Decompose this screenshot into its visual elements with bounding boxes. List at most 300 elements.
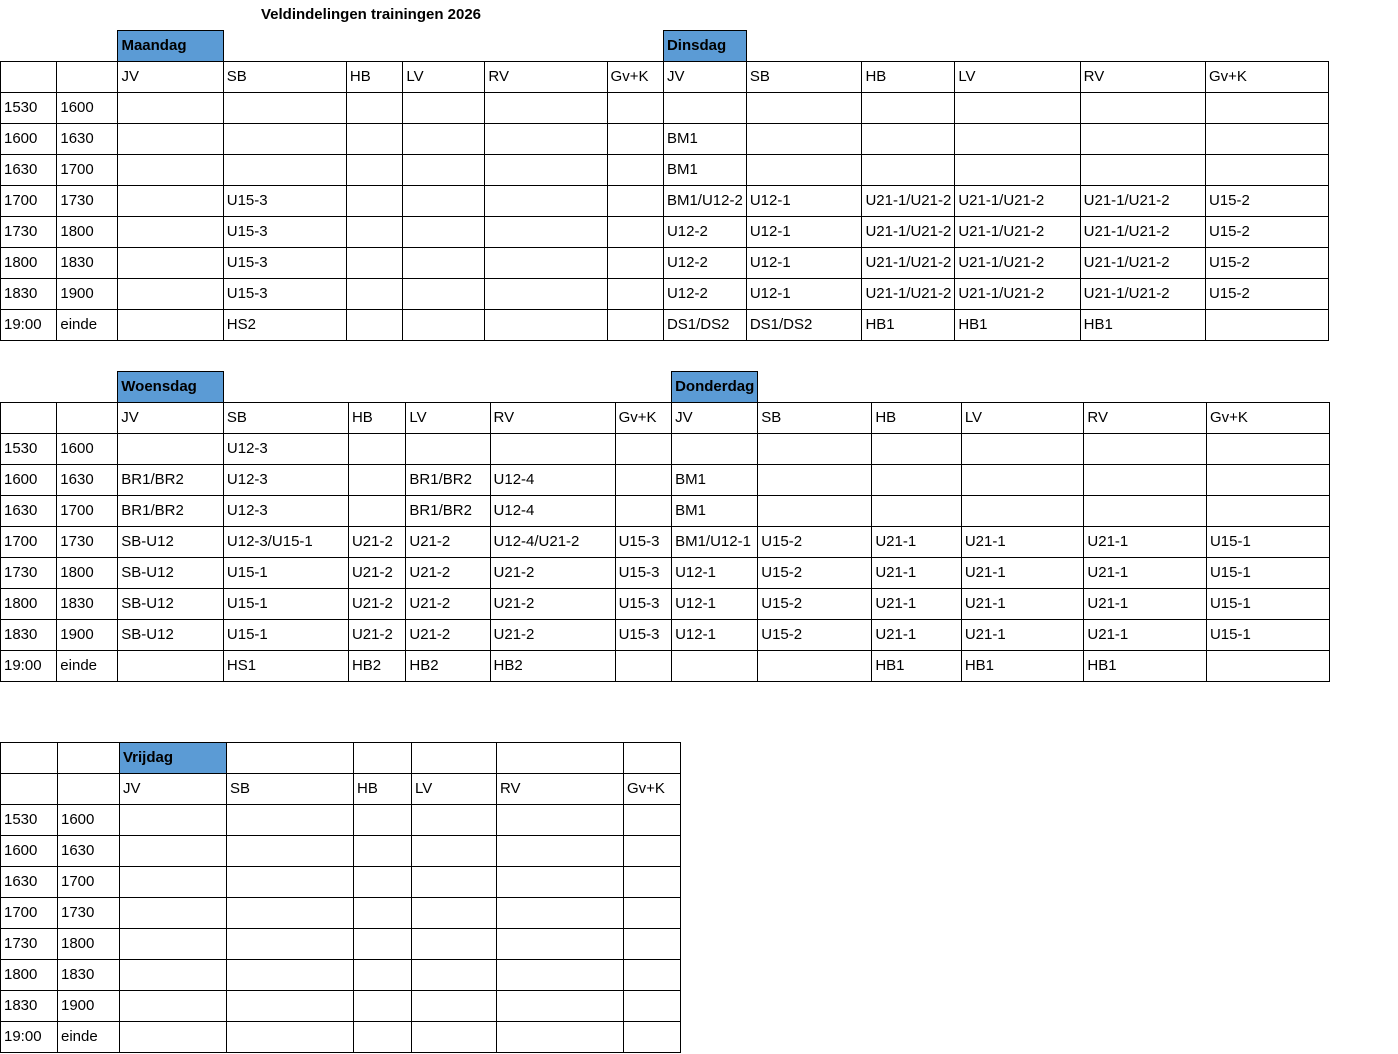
cell-donderdag-lv[interactable]	[961, 496, 1084, 527]
cell-vrijdag-jv[interactable]	[120, 836, 227, 867]
cell-dinsdag-jv[interactable]: BM1	[663, 155, 746, 186]
cell-donderdag-jv[interactable]	[672, 651, 758, 682]
cell-dinsdag-gvk[interactable]	[1205, 310, 1328, 341]
time-end: einde	[57, 651, 118, 682]
cell-woensdag-rv[interactable]: U12-4/U21-2	[490, 527, 615, 558]
cell-vrijdag-lv[interactable]	[412, 867, 497, 898]
cell-dinsdag-hb[interactable]: U21-1/U21-2	[862, 279, 955, 310]
cell-woensdag-gvk[interactable]	[615, 434, 671, 465]
field-header-donderdag-jv: JV	[672, 403, 758, 434]
cell-donderdag-rv[interactable]: U21-1	[1084, 620, 1207, 651]
cell-donderdag-sb[interactable]	[758, 651, 872, 682]
cell-donderdag-rv[interactable]: U21-1	[1084, 558, 1207, 589]
cell-donderdag-rv[interactable]: U21-1	[1084, 527, 1207, 558]
cell-maandag-jv[interactable]	[118, 124, 223, 155]
spacer	[1329, 310, 1398, 341]
cell-dinsdag-hb[interactable]: U21-1/U21-2	[862, 186, 955, 217]
cell-donderdag-rv[interactable]	[1084, 465, 1207, 496]
cell-woensdag-rv[interactable]: HB2	[490, 651, 615, 682]
cell-maandag-gvk[interactable]	[607, 310, 663, 341]
day-header-row	[1, 372, 1398, 403]
cell-maandag-lv[interactable]	[403, 248, 485, 279]
cell-vrijdag-jv[interactable]	[120, 929, 227, 960]
cell-vrijdag-hb[interactable]	[354, 960, 412, 991]
cell-woensdag-jv[interactable]: BR1/BR2	[118, 465, 224, 496]
cell-vrijdag-lv[interactable]	[412, 805, 497, 836]
cell-woensdag-rv[interactable]: U12-4	[490, 496, 615, 527]
cell-vrijdag-rv[interactable]	[497, 991, 624, 1022]
cell-maandag-jv[interactable]	[118, 310, 223, 341]
cell-woensdag-rv[interactable]: U21-2	[490, 558, 615, 589]
spacer	[1329, 651, 1397, 682]
cell-maandag-jv[interactable]	[118, 217, 223, 248]
cell-vrijdag-sb[interactable]	[227, 867, 354, 898]
cell-maandag-hb[interactable]	[346, 248, 403, 279]
cell-maandag-lv[interactable]	[403, 217, 485, 248]
cell-dinsdag-lv[interactable]: U21-1/U21-2	[955, 186, 1080, 217]
cell-vrijdag-gvk[interactable]	[624, 960, 681, 991]
cell-vrijdag-lv[interactable]	[412, 836, 497, 867]
cell-dinsdag-rv[interactable]: HB1	[1080, 310, 1205, 341]
cell-woensdag-lv[interactable]: HB2	[406, 651, 490, 682]
cell-maandag-lv[interactable]	[403, 310, 485, 341]
cell-maandag-rv[interactable]	[485, 310, 607, 341]
cell-vrijdag-hb[interactable]	[354, 1022, 412, 1053]
field-header-dinsdag-hb: HB	[862, 62, 955, 93]
cell-dinsdag-hb[interactable]: U21-1/U21-2	[862, 217, 955, 248]
cell-maandag-jv[interactable]	[118, 93, 223, 124]
cell-donderdag-gvk[interactable]: U15-1	[1206, 558, 1329, 589]
spacer	[1329, 434, 1397, 465]
cell-donderdag-jv[interactable]	[672, 434, 758, 465]
spacer	[1080, 31, 1205, 62]
cell-dinsdag-jv[interactable]: BM1/U12-2	[663, 186, 746, 217]
cell-dinsdag-jv[interactable]: U12-2	[663, 248, 746, 279]
cell-woensdag-hb[interactable]: U21-2	[348, 589, 405, 620]
cell-maandag-lv[interactable]	[403, 93, 485, 124]
cell-maandag-sb[interactable]: U15-3	[223, 186, 346, 217]
spacer	[1329, 403, 1397, 434]
cell-maandag-hb[interactable]	[346, 124, 403, 155]
spacer	[1206, 372, 1329, 403]
cell-woensdag-lv[interactable]: U21-2	[406, 558, 490, 589]
cell-maandag-sb[interactable]: HS2	[223, 310, 346, 341]
cell-dinsdag-rv[interactable]: U21-1/U21-2	[1080, 186, 1205, 217]
cell-donderdag-lv[interactable]: U21-1	[961, 589, 1084, 620]
cell-dinsdag-jv[interactable]: U12-2	[663, 279, 746, 310]
cell-maandag-sb[interactable]: U15-3	[223, 217, 346, 248]
cell-vrijdag-jv[interactable]	[120, 867, 227, 898]
cell-dinsdag-lv[interactable]: HB1	[955, 310, 1080, 341]
spacer	[758, 372, 872, 403]
schedule-block-woensdag-donderdag	[0, 371, 1398, 682]
cell-vrijdag-rv[interactable]	[497, 836, 624, 867]
cell-donderdag-sb[interactable]: U15-2	[758, 558, 872, 589]
cell-maandag-hb[interactable]	[346, 217, 403, 248]
cell-donderdag-hb[interactable]: U21-1	[872, 558, 962, 589]
field-header-maandag-hb: HB	[346, 62, 403, 93]
time-start: 1630	[1, 496, 57, 527]
cell-woensdag-lv[interactable]	[406, 434, 490, 465]
cell-dinsdag-hb[interactable]	[862, 124, 955, 155]
cell-dinsdag-hb[interactable]	[862, 155, 955, 186]
cell-vrijdag-lv[interactable]	[412, 960, 497, 991]
cell-dinsdag-gvk[interactable]	[1205, 155, 1328, 186]
cell-woensdag-rv[interactable]	[490, 434, 615, 465]
spacer	[1329, 124, 1398, 155]
spacer	[0, 341, 57, 371]
table-row	[1, 93, 1398, 124]
cell-woensdag-sb[interactable]: U12-3	[223, 465, 348, 496]
title-spacer-left2	[57, 0, 119, 30]
cell-dinsdag-rv[interactable]: U21-1/U21-2	[1080, 279, 1205, 310]
cell-dinsdag-gvk[interactable]: U15-2	[1205, 279, 1328, 310]
spacer	[1329, 62, 1398, 93]
cell-dinsdag-rv[interactable]	[1080, 124, 1205, 155]
cell-donderdag-rv[interactable]: U21-1	[1084, 589, 1207, 620]
cell-vrijdag-jv[interactable]	[120, 805, 227, 836]
cell-woensdag-lv[interactable]: U21-2	[406, 620, 490, 651]
cell-donderdag-rv[interactable]	[1084, 496, 1207, 527]
cell-dinsdag-hb[interactable]	[862, 93, 955, 124]
time-end: 1730	[57, 186, 118, 217]
cell-donderdag-rv[interactable]	[1084, 434, 1207, 465]
cell-maandag-rv[interactable]	[485, 217, 607, 248]
spacer	[615, 372, 671, 403]
cell-maandag-sb[interactable]: U15-3	[223, 279, 346, 310]
cell-woensdag-hb[interactable]: U21-2	[348, 558, 405, 589]
cell-vrijdag-gvk[interactable]	[624, 805, 681, 836]
cell-maandag-gvk[interactable]	[607, 186, 663, 217]
cell-woensdag-lv[interactable]: BR1/BR2	[406, 465, 490, 496]
spacer	[872, 372, 962, 403]
cell-woensdag-gvk[interactable]	[615, 465, 671, 496]
cell-woensdag-rv[interactable]: U21-2	[490, 589, 615, 620]
time-end: 1600	[57, 93, 118, 124]
cell-donderdag-lv[interactable]: U21-1	[961, 527, 1084, 558]
cell-dinsdag-sb[interactable]	[746, 155, 862, 186]
cell-donderdag-hb[interactable]: U21-1	[872, 620, 962, 651]
cell-woensdag-hb[interactable]	[348, 496, 405, 527]
cell-vrijdag-jv[interactable]	[120, 898, 227, 929]
cell-dinsdag-lv[interactable]: U21-1/U21-2	[955, 217, 1080, 248]
cell-dinsdag-gvk[interactable]	[1205, 93, 1328, 124]
cell-donderdag-gvk[interactable]	[1206, 434, 1329, 465]
time-start: 1600	[1, 836, 58, 867]
cell-woensdag-gvk[interactable]: U15-3	[615, 558, 671, 589]
cell-maandag-hb[interactable]	[346, 155, 403, 186]
cell-woensdag-sb[interactable]: U15-1	[223, 558, 348, 589]
cell-dinsdag-gvk[interactable]	[1205, 124, 1328, 155]
time-start: 1630	[1, 867, 58, 898]
cell-maandag-hb[interactable]	[346, 310, 403, 341]
cell-vrijdag-hb[interactable]	[354, 929, 412, 960]
spacer-cell	[354, 743, 412, 774]
cell-donderdag-gvk[interactable]	[1206, 465, 1329, 496]
cell-maandag-gvk[interactable]	[607, 155, 663, 186]
cell-donderdag-sb[interactable]	[758, 465, 872, 496]
cell-woensdag-jv[interactable]: SB-U12	[118, 620, 224, 651]
field-header-dinsdag-lv: LV	[955, 62, 1080, 93]
cell-donderdag-jv[interactable]: U12-1	[672, 589, 758, 620]
cell-woensdag-sb[interactable]: U15-1	[223, 589, 348, 620]
cell-woensdag-gvk[interactable]: U15-3	[615, 589, 671, 620]
cell-donderdag-jv[interactable]: U12-1	[672, 558, 758, 589]
cell-vrijdag-lv[interactable]	[412, 991, 497, 1022]
field-header-woensdag-lv: LV	[406, 403, 490, 434]
field-header-maandag-jv: JV	[118, 62, 223, 93]
cell-dinsdag-rv[interactable]	[1080, 155, 1205, 186]
cell-dinsdag-gvk[interactable]: U15-2	[1205, 248, 1328, 279]
cell-donderdag-sb[interactable]: U15-2	[758, 589, 872, 620]
cell-vrijdag-sb[interactable]	[227, 898, 354, 929]
cell-donderdag-jv[interactable]: BM1	[672, 496, 758, 527]
time-start: 1730	[1, 929, 58, 960]
cell-maandag-lv[interactable]	[403, 186, 485, 217]
cell-vrijdag-gvk[interactable]	[624, 836, 681, 867]
cell-woensdag-jv[interactable]	[118, 651, 224, 682]
cell-donderdag-jv[interactable]: U12-1	[672, 620, 758, 651]
cell-dinsdag-hb[interactable]: HB1	[862, 310, 955, 341]
table-row	[1, 836, 681, 867]
cell-vrijdag-jv[interactable]	[120, 1022, 227, 1053]
table-row	[1, 527, 1398, 558]
spacer	[862, 31, 955, 62]
cell-donderdag-sb[interactable]: U15-2	[758, 527, 872, 558]
cell-woensdag-sb[interactable]: U12-3	[223, 434, 348, 465]
cell-donderdag-gvk[interactable]: U15-1	[1206, 589, 1329, 620]
cell-donderdag-sb[interactable]	[758, 434, 872, 465]
cell-donderdag-gvk[interactable]	[1206, 651, 1329, 682]
cell-woensdag-sb[interactable]: U12-3/U15-1	[223, 527, 348, 558]
cell-woensdag-gvk[interactable]	[615, 651, 671, 682]
cell-maandag-rv[interactable]	[485, 248, 607, 279]
cell-vrijdag-sb[interactable]	[227, 991, 354, 1022]
time-start: 1600	[1, 124, 57, 155]
table-row	[1, 620, 1398, 651]
cell-vrijdag-jv[interactable]	[120, 960, 227, 991]
day-header-dinsdag: Dinsdag	[663, 31, 746, 62]
cell-maandag-rv[interactable]	[485, 93, 607, 124]
cell-dinsdag-gvk[interactable]: U15-2	[1205, 217, 1328, 248]
cell-vrijdag-lv[interactable]	[412, 929, 497, 960]
field-header-row	[1, 403, 1398, 434]
cell-woensdag-hb[interactable]	[348, 434, 405, 465]
cell-dinsdag-sb[interactable]: U12-1	[746, 217, 862, 248]
cell-dinsdag-gvk[interactable]: U15-2	[1205, 186, 1328, 217]
field-header-vrijdag-jv: JV	[120, 774, 227, 805]
cell-donderdag-gvk[interactable]: U15-1	[1206, 620, 1329, 651]
field-header-dinsdag-jv: JV	[663, 62, 746, 93]
cell-donderdag-hb[interactable]: HB1	[872, 651, 962, 682]
cell-vrijdag-gvk[interactable]	[624, 929, 681, 960]
title-spacer-right2	[680, 0, 735, 30]
cell-donderdag-sb[interactable]: U15-2	[758, 620, 872, 651]
cell-maandag-rv[interactable]	[485, 155, 607, 186]
table-row	[1, 217, 1398, 248]
cell-woensdag-jv[interactable]: SB-U12	[118, 589, 224, 620]
cell-vrijdag-jv[interactable]	[120, 991, 227, 1022]
cell-donderdag-gvk[interactable]: U15-1	[1206, 527, 1329, 558]
cell-dinsdag-sb[interactable]	[746, 93, 862, 124]
cell-maandag-gvk[interactable]	[607, 248, 663, 279]
cell-woensdag-lv[interactable]: U21-2	[406, 527, 490, 558]
cell-maandag-sb[interactable]	[223, 155, 346, 186]
time-start: 1700	[1, 527, 57, 558]
cell-donderdag-jv[interactable]: BM1	[672, 465, 758, 496]
spacer	[607, 31, 663, 62]
cell-maandag-lv[interactable]	[403, 155, 485, 186]
cell-maandag-lv[interactable]	[403, 279, 485, 310]
title-spacer-right3	[735, 0, 853, 30]
cell-dinsdag-rv[interactable]	[1080, 93, 1205, 124]
cell-dinsdag-jv[interactable]	[663, 93, 746, 124]
cell-maandag-gvk[interactable]	[607, 124, 663, 155]
cell-vrijdag-lv[interactable]	[412, 1022, 497, 1053]
spacer-cell	[58, 743, 120, 774]
cell-donderdag-hb[interactable]: U21-1	[872, 589, 962, 620]
cell-dinsdag-sb[interactable]: DS1/DS2	[746, 310, 862, 341]
cell-dinsdag-sb[interactable]: U12-1	[746, 279, 862, 310]
cell-vrijdag-rv[interactable]	[497, 867, 624, 898]
cell-woensdag-hb[interactable]: U21-2	[348, 527, 405, 558]
cell-dinsdag-sb[interactable]: U12-1	[746, 248, 862, 279]
cell-maandag-hb[interactable]	[346, 279, 403, 310]
cell-woensdag-hb[interactable]: U21-2	[348, 620, 405, 651]
cell-dinsdag-sb[interactable]: U12-1	[746, 186, 862, 217]
title-spacer-right	[623, 0, 680, 30]
cell-woensdag-lv[interactable]: U21-2	[406, 589, 490, 620]
field-header-woensdag-sb: SB	[223, 403, 348, 434]
cell-donderdag-lv[interactable]: HB1	[961, 651, 1084, 682]
cell-dinsdag-jv[interactable]: DS1/DS2	[663, 310, 746, 341]
cell-vrijdag-rv[interactable]	[497, 960, 624, 991]
cell-dinsdag-jv[interactable]: U12-2	[663, 217, 746, 248]
cell-dinsdag-jv[interactable]: BM1	[663, 124, 746, 155]
field-header-dinsdag-sb: SB	[746, 62, 862, 93]
cell-vrijdag-hb[interactable]	[354, 867, 412, 898]
cell-woensdag-sb[interactable]: HS1	[223, 651, 348, 682]
cell-donderdag-hb[interactable]	[872, 465, 962, 496]
cell-vrijdag-gvk[interactable]	[624, 898, 681, 929]
field-header-vrijdag-rv: RV	[497, 774, 624, 805]
cell-dinsdag-sb[interactable]	[746, 124, 862, 155]
cell-woensdag-sb[interactable]: U15-1	[223, 620, 348, 651]
cell-maandag-jv[interactable]	[118, 155, 223, 186]
time-end: 1730	[57, 527, 118, 558]
cell-donderdag-lv[interactable]	[961, 434, 1084, 465]
cell-woensdag-jv[interactable]: SB-U12	[118, 527, 224, 558]
cell-donderdag-hb[interactable]	[872, 434, 962, 465]
cell-woensdag-rv[interactable]: U12-4	[490, 465, 615, 496]
cell-vrijdag-sb[interactable]	[227, 960, 354, 991]
cell-donderdag-lv[interactable]: U21-1	[961, 620, 1084, 651]
cell-woensdag-sb[interactable]: U12-3	[223, 496, 348, 527]
cell-dinsdag-lv[interactable]	[955, 155, 1080, 186]
cell-vrijdag-lv[interactable]	[412, 898, 497, 929]
cell-vrijdag-gvk[interactable]	[624, 991, 681, 1022]
cell-vrijdag-gvk[interactable]	[624, 867, 681, 898]
cell-woensdag-hb[interactable]	[348, 465, 405, 496]
table-row	[1, 124, 1398, 155]
cell-vrijdag-sb[interactable]	[227, 929, 354, 960]
cell-vrijdag-hb[interactable]	[354, 991, 412, 1022]
cell-dinsdag-hb[interactable]: U21-1/U21-2	[862, 248, 955, 279]
cell-maandag-sb[interactable]: U15-3	[223, 248, 346, 279]
cell-maandag-rv[interactable]	[485, 279, 607, 310]
cell-donderdag-sb[interactable]	[758, 496, 872, 527]
cell-vrijdag-gvk[interactable]	[624, 1022, 681, 1053]
cell-maandag-jv[interactable]	[118, 279, 223, 310]
cell-donderdag-hb[interactable]: U21-1	[872, 527, 962, 558]
title-spacer-right5	[945, 0, 1072, 30]
cell-vrijdag-hb[interactable]	[354, 898, 412, 929]
cell-maandag-hb[interactable]	[346, 93, 403, 124]
cell-dinsdag-lv[interactable]: U21-1/U21-2	[955, 248, 1080, 279]
cell-maandag-hb[interactable]	[346, 186, 403, 217]
cell-woensdag-gvk[interactable]: U15-3	[615, 620, 671, 651]
field-header-row	[1, 774, 681, 805]
cell-woensdag-gvk[interactable]: U15-3	[615, 527, 671, 558]
day-header-donderdag: Donderdag	[672, 372, 758, 403]
cell-maandag-sb[interactable]	[223, 93, 346, 124]
cell-maandag-rv[interactable]	[485, 186, 607, 217]
cell-vrijdag-rv[interactable]	[497, 805, 624, 836]
spacer	[485, 31, 607, 62]
table-row	[1, 651, 1398, 682]
cell-donderdag-jv[interactable]: BM1/U12-1	[672, 527, 758, 558]
cell-woensdag-jv[interactable]: BR1/BR2	[118, 496, 224, 527]
cell-woensdag-rv[interactable]: U21-2	[490, 620, 615, 651]
table-row	[1, 558, 1398, 589]
cell-woensdag-lv[interactable]: BR1/BR2	[406, 496, 490, 527]
cell-dinsdag-lv[interactable]	[955, 124, 1080, 155]
cell-dinsdag-rv[interactable]: U21-1/U21-2	[1080, 217, 1205, 248]
cell-donderdag-lv[interactable]: U21-1	[961, 558, 1084, 589]
spacer	[746, 31, 862, 62]
cell-vrijdag-sb[interactable]	[227, 805, 354, 836]
cell-vrijdag-sb[interactable]	[227, 836, 354, 867]
cell-maandag-gvk[interactable]	[607, 279, 663, 310]
cell-maandag-gvk[interactable]	[607, 217, 663, 248]
cell-dinsdag-rv[interactable]: U21-1/U21-2	[1080, 248, 1205, 279]
cell-dinsdag-lv[interactable]: U21-1/U21-2	[955, 279, 1080, 310]
cell-donderdag-gvk[interactable]	[1206, 496, 1329, 527]
cell-woensdag-gvk[interactable]	[615, 496, 671, 527]
cell-vrijdag-rv[interactable]	[497, 898, 624, 929]
cell-maandag-gvk[interactable]	[607, 93, 663, 124]
time-end: 1700	[57, 496, 118, 527]
cell-vrijdag-sb[interactable]	[227, 1022, 354, 1053]
cell-vrijdag-hb[interactable]	[354, 836, 412, 867]
cell-donderdag-hb[interactable]	[872, 496, 962, 527]
cell-vrijdag-hb[interactable]	[354, 805, 412, 836]
cell-dinsdag-lv[interactable]	[955, 93, 1080, 124]
spacer	[1329, 527, 1397, 558]
cell-maandag-rv[interactable]	[485, 124, 607, 155]
cell-woensdag-jv[interactable]	[118, 434, 224, 465]
cell-donderdag-lv[interactable]	[961, 465, 1084, 496]
cell-maandag-sb[interactable]	[223, 124, 346, 155]
cell-maandag-lv[interactable]	[403, 124, 485, 155]
cell-vrijdag-rv[interactable]	[497, 929, 624, 960]
cell-woensdag-jv[interactable]: SB-U12	[118, 558, 224, 589]
cell-maandag-jv[interactable]	[118, 248, 223, 279]
cell-maandag-jv[interactable]	[118, 186, 223, 217]
cell-donderdag-rv[interactable]: HB1	[1084, 651, 1207, 682]
cell-vrijdag-rv[interactable]	[497, 1022, 624, 1053]
cell-woensdag-hb[interactable]: HB2	[348, 651, 405, 682]
